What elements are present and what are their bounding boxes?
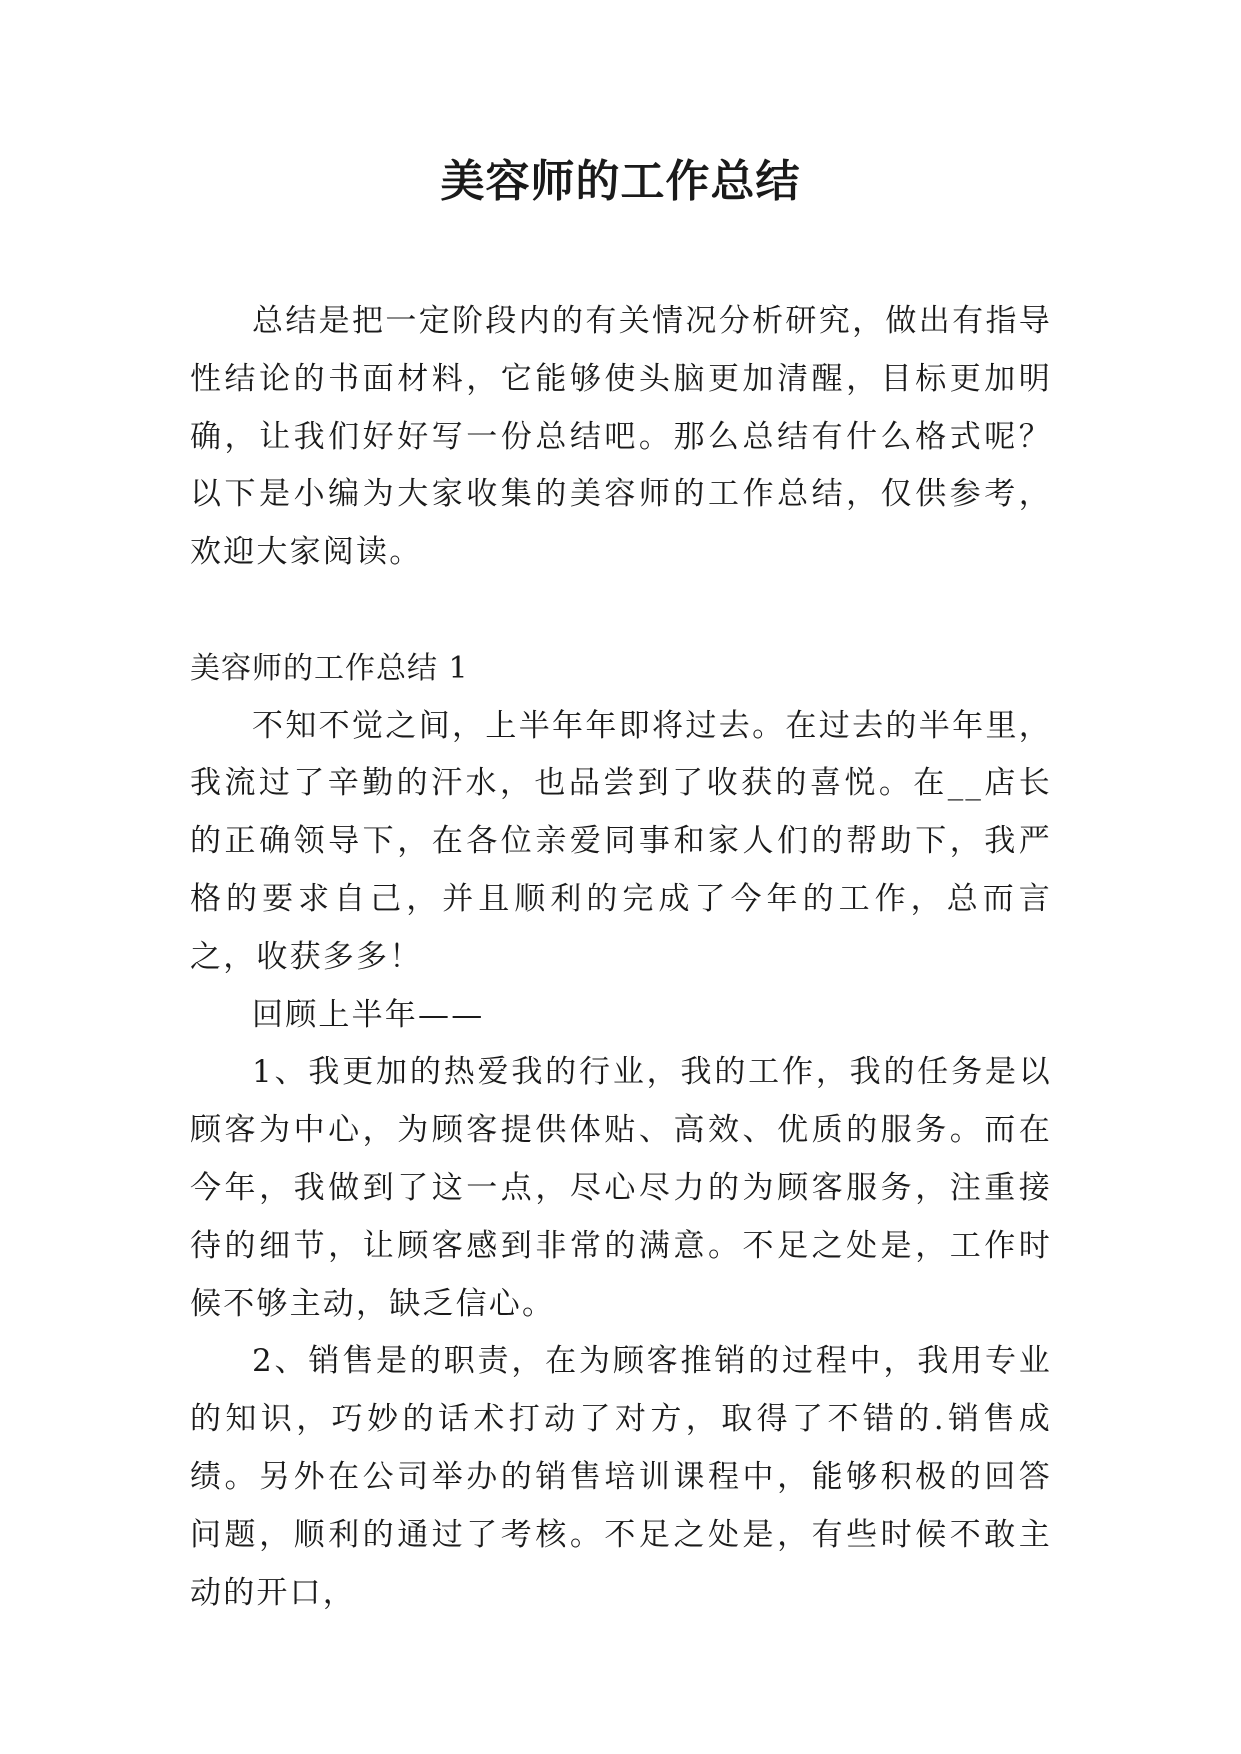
body-paragraph-3: 1、我更加的热爱我的行业，我的工作，我的任务是以顾客为中心，为顾客提供体贴、高效、优质的服务。而在今年，我做到了这一点，尽心尽力的为顾客服务，注重接待的细节，让顾客感到非常的满意。不足之处是，工作时候不够主动，缺乏信心。	[190, 1054, 1052, 1322]
paragraph-spacer	[190, 582, 1052, 640]
intro-paragraph: 总结是把一定阶段内的有关情况分析研究，做出有指导性结论的书面材料，它能够使头脑更加清醒，目标更加明确，让我们好好写一份总结吧。那么总结有什么格式呢？以下是小编为大家收集的美容师的工作总结，仅供参考，欢迎大家阅读。	[190, 303, 1052, 571]
document-body	[190, 293, 1052, 1622]
section-heading: 美容师的工作总结 1	[190, 650, 469, 686]
body-paragraph-2: 回顾上半年——	[252, 996, 485, 1033]
body-paragraph-1: 不知不觉之间，上半年年即将过去。在过去的半年里，我流过了辛勤的汗水，也品尝到了收获的喜悦。在__店长的正确领导下，在各位亲爱同事和家人们的帮助下，我严格的要求自己，并且顺利的完成了今年的工作，总而言之，收获多多！	[190, 707, 1052, 975]
body-paragraph-4: 2、销售是的职责，在为顾客推销的过程中，我用专业的知识，巧妙的话术打动了对方，取得了不错的.销售成绩。另外在公司举办的销售培训课程中，能够积极的回答问题，顺利的通过了考核。不足之处是，有些时候不敢主动的开口，	[190, 1343, 1052, 1611]
document-title: 美容师的工作总结	[440, 156, 801, 207]
